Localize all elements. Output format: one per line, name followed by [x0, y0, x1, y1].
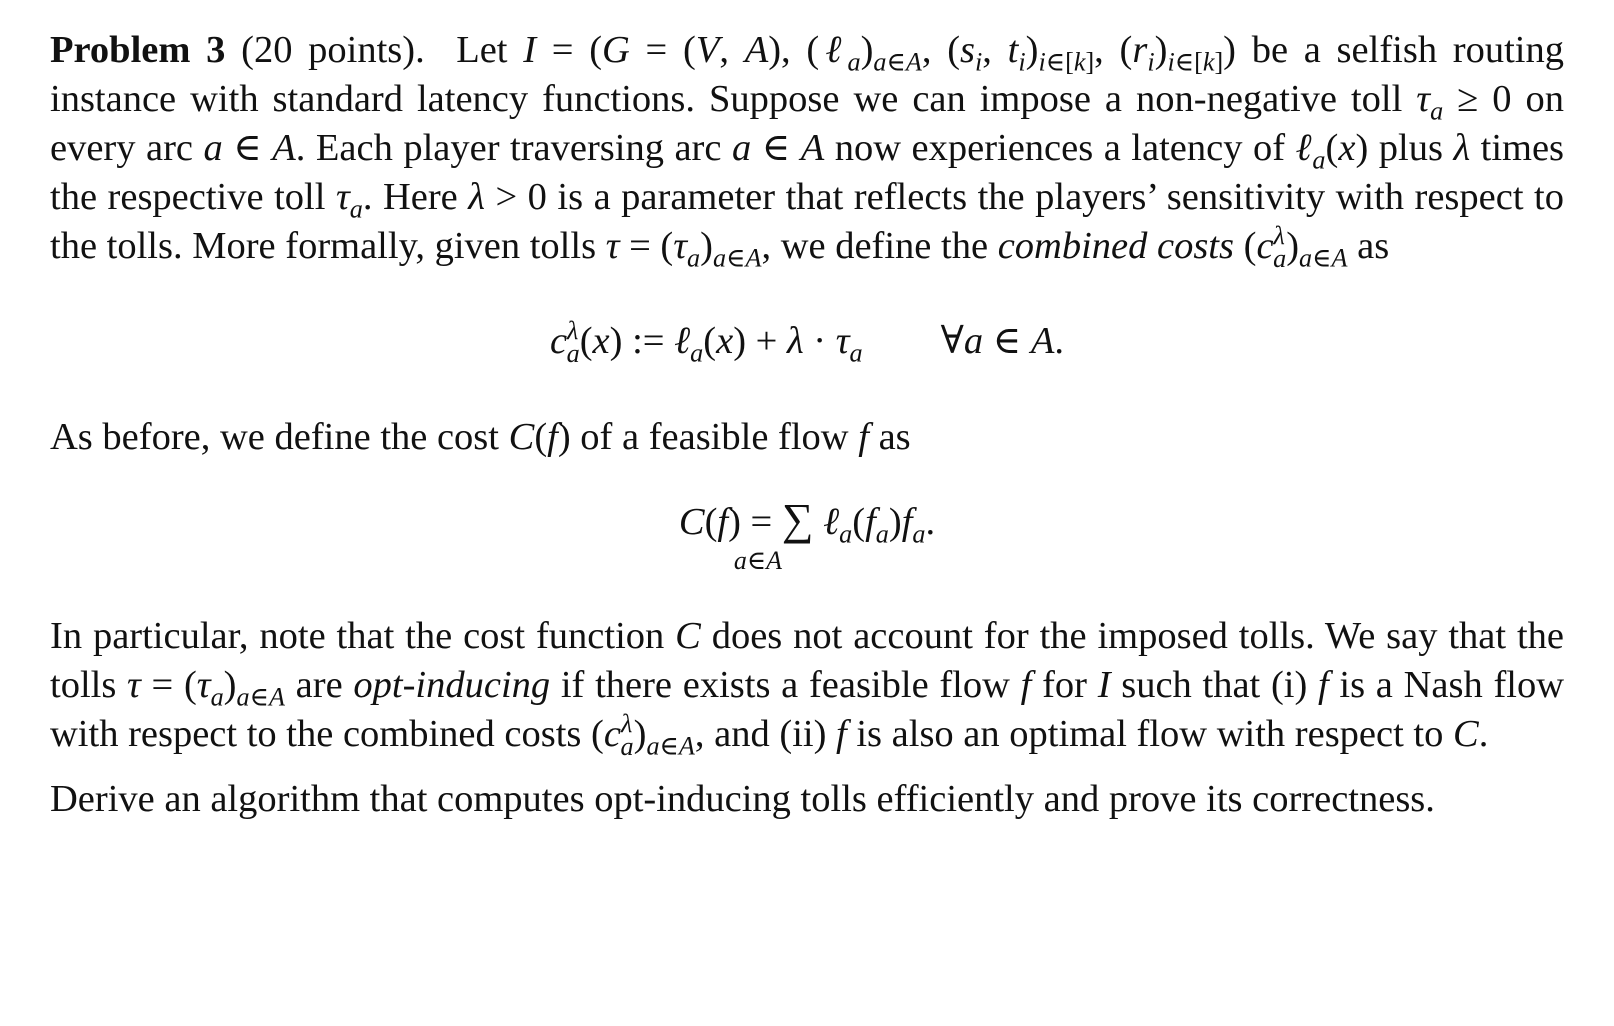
- opt-inducing-definition-paragraph: In particular, note that the cost function C does not account for the imposed tolls. We say that the tolls $\tau = (\tau_a)_{a\in A}$ are opt-inducing if there exists a feasible flow f for I such that (i) f is a Nash flow with respect to the combined costs $(c^\lambda_a)_{a\in A}$, and (ii) f is also an optimal flow with respect to C.: [50, 615, 1565, 761]
- total-cost-equation: [50, 490, 1564, 590]
- summation-index: a∈A: [733, 546, 783, 575]
- problem-intro-text: Let I = (G = (V, A), $(\ell_a)_{a\in A}$, ($s_i$, $t_i)_{i\in[k]}$, $(r_i)_{i\in[k]}$) be a selfish routing instance with standard latency functions. Suppose we can impose a non-negative toll $\tau_a \ge 0$ on every arc a ∈ A. Each player traversing arc a ∈ A now experiences a latency of ℓ$_a$(x) plus λ times the respective toll $\tau_a$. Here λ > 0 is a parameter that reflects the players’ sensitivity with respect to the tolls. More formally, given tolls $\tau = (\tau_a)_{a\in A}$, we define the combined costs $(c^\lambda_a)_{a\in A}$ as: [50, 29, 1565, 273]
- problem-statement: [50, 26, 1564, 824]
- problem-heading: Problem 3: [50, 29, 226, 71]
- problem-intro-paragraph: [50, 26, 1564, 271]
- total-cost-formula: C(f) = ∑ $\ell_a(f_a)f_a$.: [678, 495, 936, 549]
- combined-cost-quantifier: ∀a ∈ A.: [940, 320, 1065, 362]
- task-paragraph: Derive an algorithm that computes opt-inducing tolls efficiently and prove its correctness.: [50, 778, 1435, 820]
- problem-points: (20 points).: [241, 29, 425, 71]
- cost-definition-sentence: As before, we define the cost C(f) of a feasible flow f as: [50, 416, 911, 458]
- combined-cost-formula: $c^\lambda_a(x)$ := ℓ$_a$(x) + $\lambda \cdot \tau_a$: [549, 316, 863, 368]
- summation-symbol: ∑: [781, 495, 814, 544]
- combined-cost-equation: [50, 291, 1564, 391]
